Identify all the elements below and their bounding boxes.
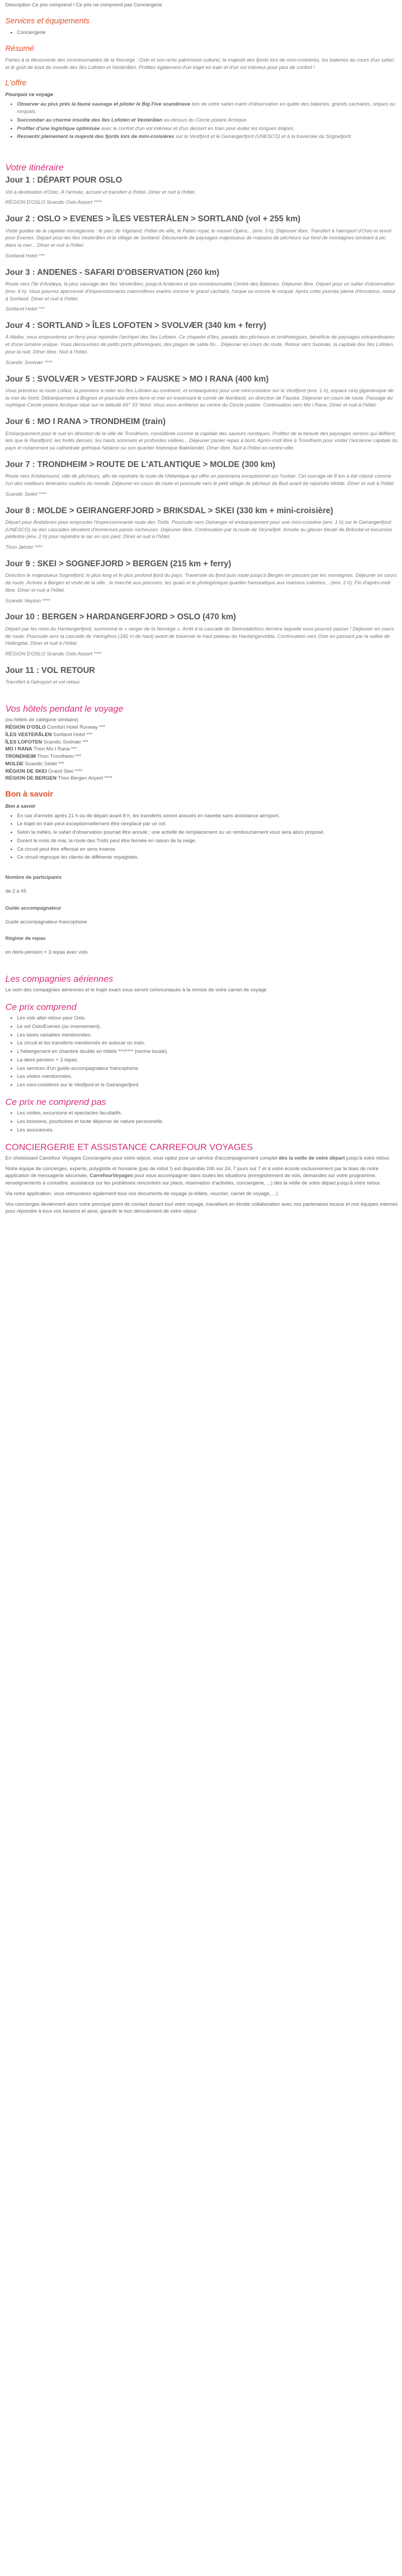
hotel-line: RÉGION DE BERGEN Thon Bergen Airport **** xyxy=(5,775,112,782)
savoir-section xyxy=(5,790,398,956)
list-item: • Durant le mois de mai, la route des Trolls peut être fermée en raison de la neige. xyxy=(17,837,398,845)
hotel-line: RÉGION DE SKEI Grand Skei **** xyxy=(5,768,83,774)
day-body xyxy=(5,281,398,313)
day-body xyxy=(5,387,398,409)
day-title: Jour 7 : TRONDHEIM > ROUTE DE L'ATLANTIQUE > MOLDE (300 km) xyxy=(5,460,275,469)
day-paragraph: RÉGION D'OSLO Scandic Oslo Airport **** xyxy=(5,200,102,206)
hotels-subtitle: (ou hôtels de catégorie similaire) xyxy=(5,717,78,723)
itinerary-day xyxy=(5,214,398,260)
airlines-text: Le nom des compagnies aériennes et le trajet exact vous seront communiqués à la remise de votre carnet de voyage xyxy=(5,987,267,993)
hotels-list xyxy=(5,724,398,782)
services-list xyxy=(5,29,398,37)
includes-list xyxy=(5,1015,398,1089)
day-paragraph: Thon Jølster **** xyxy=(5,544,43,551)
services-section xyxy=(5,16,398,37)
concierge-section xyxy=(5,1142,398,1216)
day-title: Jour 1 : DÉPART POUR OSLO xyxy=(5,176,123,185)
day-paragraph: Départ pour Åndalsnes pour emprunter l'impressionnante route des Trolls. Poursuite vers Geiranger et embarquement pour une mini-croisière (env. 1 h) sur le Geirangerfjord (UNESCO) où des cascades dévalent d'immenses parois rocheuses. Déjeuner libre. Continuation par la route de Strynefjell. Arrivée au glacier bleuté de Briksdal et excursion pédestre (env. 2 h) pour rejoindre le lac en son pied. Dîner et nuit à l'hôtel. xyxy=(5,519,392,540)
includes-section xyxy=(5,1001,398,1089)
services-title: Services et équipements xyxy=(5,16,90,25)
list-item: • La demi-pension + 3 repas. xyxy=(17,1057,398,1064)
list-item: • Succomber au charme insolite des îles Lofoten et Vesterålen au-dessus du Cercle polaire Arctique. xyxy=(17,117,398,124)
day-paragraph: Scandic Seilet **** xyxy=(5,491,47,497)
itinerary-title: Votre itinéraire xyxy=(5,162,64,173)
list-item: • Les visites mentionnées. xyxy=(17,1073,398,1080)
list-item: • Le circuit et les transferts mentionnés en autocar ou train. xyxy=(17,1040,398,1047)
day-paragraph: Scandic Svolvær **** xyxy=(5,359,53,366)
savoir-subtitle: Bon à savoir xyxy=(5,803,36,809)
day-paragraph: Route vers Kristiansund, ville de pêcheurs, afin de rejoindre la route de l'Atlantique qui offre un panorama exceptionnel sur l'océan. Cet ouvrage de 8 km a été classé comme l'un des meilleurs itinéraires routiers du monde. Déjeuner en cours de route et poursuite vers le petit village de pêcheur de Bud avant de rejoindre Molde. Dîner et nuit à l'hôtel. xyxy=(5,473,395,487)
guide-value: Guide accompagnateur francophone xyxy=(5,919,88,925)
list-item: • Conciergerie xyxy=(17,29,398,37)
day-title: Jour 5 : SVOLVÆR > VESTFJORD > FAUSKE > MO I RANA (400 km) xyxy=(5,374,269,384)
day-title: Jour 9 : SKEI > SOGNEFJORD > BERGEN (215 km + ferry) xyxy=(5,559,231,568)
day-paragraph: Transfert à l'aéroport et vol retour. xyxy=(5,679,81,686)
hotel-line: RÉGION D'OSLO Comfort Hotel Runway *** xyxy=(5,724,106,730)
day-title: Jour 2 : OSLO > EVENES > ÎLES VESTERÅLEN > SORTLAND (vol + 255 km) xyxy=(5,214,301,224)
day-paragraph: Vol à destination d'Oslo. À l'arrivée, accueil et transfert à l'hôtel. Dîner et nuit à l'hôtel. xyxy=(5,189,196,195)
breadcrumb: Description Ce prix comprend / Ce prix ne comprend pas Conciergerie xyxy=(5,2,162,8)
concierge-p4: Vos concierges deviennent alors votre principal point de contact durant tout votre voyage, travaillant en étroite collaboration avec nos partenaires locaux et nos équipes internes pour répondre à tous vos besoins et ainsi, garantir le bon déroulement de votre séjour. xyxy=(5,1201,398,1215)
day-body xyxy=(5,519,398,551)
day-body xyxy=(5,430,398,452)
offre-subtitle: Pourquoi ce voyage xyxy=(5,92,54,98)
hotel-line: ÎLES VESTERÅLEN Sortland Hotel *** xyxy=(5,731,93,738)
list-item: • Ce circuit regroupe les clients de différents voyagistes. xyxy=(17,854,398,861)
day-title: Jour 10 : BERGEN > HARDANGERFJORD > OSLO (470 km) xyxy=(5,612,236,622)
concierge-title: CONCIERGERIE ET ASSISTANCE CARREFOUR VOYAGES xyxy=(5,1142,253,1152)
hotels-section xyxy=(5,703,398,782)
hotel-line: MO I RANA Thon Mo I Rana *** xyxy=(5,746,77,753)
regime-label: Régime de repas xyxy=(5,936,46,942)
day-body xyxy=(5,572,398,604)
list-item: • Les boissons, pourboires et toute dépense de nature personnelle. xyxy=(17,1118,398,1126)
page xyxy=(0,0,402,1233)
itinerary-day xyxy=(5,612,398,658)
list-item: • Profiter d'une logistique optimisée avec le confort d'un vol intérieur et d'un dessert en train pour éviter les longues étapes. xyxy=(17,125,398,133)
itinerary-day xyxy=(5,374,398,410)
itinerary-day xyxy=(5,506,398,551)
participants-label: Nombre de participants xyxy=(5,875,62,881)
day-body xyxy=(5,626,398,658)
list-item: • Le trajet en train peut exceptionnellement être remplacé par un vol. xyxy=(17,820,398,828)
day-title: Jour 3 : ANDENES - SAFARI D'OBSERVATION (260 km) xyxy=(5,267,220,277)
list-item: • Observer au plus près la faune sauvage et piloter le Big Five scandinave lors de votre safari marin d'observation en quête des baleines, grands cachalots, orques ou rorquals. xyxy=(17,101,398,116)
airlines-title: Les compagnies aériennes xyxy=(5,973,113,984)
itinerary-section xyxy=(5,162,398,686)
itinerary-day xyxy=(5,321,398,366)
day-body xyxy=(5,228,398,260)
day-body xyxy=(5,189,398,207)
excludes-section xyxy=(5,1096,398,1134)
concierge-p1: En choisissant Carrefour Voyages Conciergerie pour votre séjour, vous optez pour un service d'accompagnement complet dès la veille de votre départ jusqu'à votre retour. xyxy=(5,1155,391,1161)
itinerary-day xyxy=(5,417,398,452)
hotels-title: Vos hôtels pendant le voyage xyxy=(5,703,124,714)
itinerary-days xyxy=(5,175,398,686)
concierge-p2: Notre équipe de concierges, experte, polyglotte et humaine (pas de robot !) est disponible 24h sur 24, 7 jours sur 7 et à votre écoute exclusivement par le biais de notre application de messagerie sécurisée, CarrefourVoyages pour vous accompagner dans toutes les situations (enregistrement de vols, demandes sur votre programme, renseignements à connaître, assistance sur les problèmes rencontrés sur place, réservation d'activités, conciergerie, ...) dès la veille de votre départ jusqu'à votre retour. xyxy=(5,1165,381,1187)
day-paragraph: RÉGION D'OSLO Scandic Oslo Airport **** xyxy=(5,651,102,658)
excludes-title: Ce prix ne comprend pas xyxy=(5,1096,106,1107)
airlines-section xyxy=(5,973,398,994)
guide-label: Guide accompagnateur xyxy=(5,905,62,911)
list-item: • Les mini-croisières sur le Vestfjord et le Geirangerfjord. xyxy=(17,1082,398,1089)
itinerary-day xyxy=(5,175,398,206)
day-title: Jour 4 : SORTLAND > ÎLES LOFOTEN > SVOLVÆR (340 km + ferry) xyxy=(5,321,266,331)
day-title: Jour 11 : VOL RETOUR xyxy=(5,665,95,675)
day-paragraph: Visite guidée de la capitale norvégienne : le parc de Vigeland, l'hôtel de ville, le Palais royal, le nouvel Opéra... (env. 3 h). Déjeuner libre. Transfert à l'aéroport d'Oslo et envol pour Evenes. Départ pour les îles Vesterålen et le village de Sortland. Découverte de paysages majestueux de maisons de pêcheurs sur fond de montagnes tombant à pic dans la mer... Dîner et nuit à l'hôtel. xyxy=(5,228,391,249)
offre-list xyxy=(5,101,398,141)
list-item: • Les vols aller-retour pour Oslo. xyxy=(17,1015,398,1022)
itinerary-day xyxy=(5,559,398,604)
list-item: • Ce circuit peut être effectué en sens inverse. xyxy=(17,846,398,853)
day-paragraph: À Melbu, vous emprunterez un ferry pour rejoindre l'archipel des îles Lofoten. Ce chapelet d'îles, paradis des pêcheurs et ornithologues, bénéficie de paysages extraordinaires et d'une lumière unique. Vous découvrirez de petits ports pittoresques, des plages de sable fin... Déjeuner en cours de route. Retour vers Svolvær, la capitale des îles Lofoten, pour la nuit. Dîner libre. Nuit à l'hôtel. xyxy=(5,334,395,355)
list-item: • Ressentir pleinement la majesté des fjords lors de mini-croisières sur le Vestfjord et le Geirangerfjord (UNESCO) et à la traversée du Sognefjord. xyxy=(17,133,398,141)
day-body xyxy=(5,679,398,686)
resume-section xyxy=(5,44,398,72)
day-paragraph: Scandic Neptun **** xyxy=(5,598,50,604)
day-paragraph: Embarquement pour le sud en direction de la ville de Trondheim, considérée comme la capitale des saveurs nordiques. Profitez de la beauté des paysages sereins qui défilent, tels que le Randfjord, les forêts denses, les hauts sommets et profondes vallées... Déjeuner panier repas à bord. Après-midi libre à Trondheim pour visiter l'ancienne capitale du pays et notamment sa cathédrale gothique Nidaros ou son quartier historique Bakklandet. Dîner libre. Nuit à l'hôtel en centre-ville. xyxy=(5,430,398,452)
day-paragraph: Direction le majestueux Sognefjord, le plus long et le plus profond fjord du pays. Traversée du fjord puis route jusqu'à Bergen en passant par les montagnes. Déjeuner en cours de route. Arrivée à Bergen et visite de la ville : le marché aux poissons, les quais et le photogénique quartier hanséatique aux maisons colorées... (env. 2 h). Fin d'après-midi libre. Dîner et nuit à l'hôtel. xyxy=(5,573,397,593)
hotel-line: TRONDHEIM Thon Trondheim *** xyxy=(5,754,81,760)
list-item: • Les taxes variables mentionnées. xyxy=(17,1032,398,1039)
day-paragraph: Sortland Hotel *** xyxy=(5,306,45,313)
savoir-list xyxy=(5,812,398,862)
hotel-line: ÎLES LOFOTEN Scandic Svolvær *** xyxy=(5,739,89,745)
concierge-p3: Via notre application, vous retrouverez également tous vos documents de voyage (e-billets, voucher, carnet de voyage, ...) xyxy=(5,1190,278,1197)
day-paragraph: Vous prendrez la route Lofast, la première à relier les îles Lofoten au continent, et embarquerez pour une mini-croisière sur le Vestfjord (env. 1 h), espace cinq gigantesque de la mer du Nord. Débarquement à Bognes et poursuite entre terre et mer en traversant le comté de Nordland, en direction de Fauske. Déjeuner en cours de route. Passage du mythique Cercle polaire Arctique situé sur la latitude 66° 33' Nord. Vous vous arrêterez au centre du Cercle polaire. Continuation vers Mo i Rana. Dîner et nuit à l'hôtel. xyxy=(5,387,394,409)
itinerary-day xyxy=(5,665,398,686)
itinerary-day xyxy=(5,460,398,498)
offre-section xyxy=(5,79,398,141)
excludes-list xyxy=(5,1110,398,1134)
list-item: • Le vol Oslo/Evenes (ou inversement). xyxy=(17,1023,398,1031)
list-item: • Selon la météo, le safari d'observation pourrait être annulé ; une activité de remplacement ou un remboursement vous sera alors proposé. xyxy=(17,829,398,836)
day-body xyxy=(5,334,398,366)
list-item: • En cas d'arrivée après 21 h ou de départ avant 8 h, les transferts seront assurés en navette sans assistance aéroport. xyxy=(17,812,398,820)
resume-title: Résumé xyxy=(5,44,34,53)
list-item: • Les services d'un guide-accompagnateur francophone. xyxy=(17,1065,398,1073)
offre-title: L'offre xyxy=(5,79,27,88)
itinerary-day xyxy=(5,267,398,313)
day-body xyxy=(5,473,398,498)
participants-value: de 2 à 45 xyxy=(5,888,27,894)
day-title: Jour 8 : MOLDE > GEIRANGERFJORD > BRIKSDAL > SKEI (330 km + mini-croisière) xyxy=(5,506,334,515)
regime-value: en demi-pension + 3 repas avec vols xyxy=(5,949,88,956)
savoir-title: Bon à savoir xyxy=(5,790,54,799)
day-title: Jour 6 : MO I RANA > TRONDHEIM (train) xyxy=(5,417,166,427)
includes-title: Ce prix comprend xyxy=(5,1001,77,1012)
list-item: • Les visites, excursions et spectacles facultatifs. xyxy=(17,1110,398,1117)
resume-text: Partez à la découverte des incontournables de la Norvège : Oslo et son riche patrimoine culturel, la majesté des fjords lors de mini-croisières, les baleines au cours d'un safari, et le goût de bout du monde des îles Lofoten et Vesterålen. Profitez également d'un trajet en train et d'un vol intérieur pour plus de confort ! xyxy=(5,57,395,71)
day-paragraph: Route vers l'île d'Andøya, la plus sauvage des îles Vesterålen, jusqu'à Andenes et son incontournable Centre des Baleines. Déjeuner libre. Départ pour un safari d'observation (env. 4 h). Vous pourrez apercevoir d'impressionnants mammifères marins comme le grand cachalot, l'orque ou encore le rorqual. Après cette journée pleine d'émotions, retour à Sortland. Dîner et nuit à l'hôtel. xyxy=(5,281,396,302)
hotel-line: MOLDE Scandic Seilet *** xyxy=(5,760,64,767)
list-item: • L'hébergement en chambre double en hôtels ***/**** (norme locale). xyxy=(17,1048,398,1056)
list-item: • Les assurances. xyxy=(17,1127,398,1134)
day-paragraph: Sortland Hotel *** xyxy=(5,253,45,259)
day-paragraph: Départ par les rives du Hardangerfjord, surnommé le « verger de la Norvège ». Arrêt à la cascade de Steinsdalsfoss derrière laquelle vous pourrez passer ! Déjeuner en cours de route. Poursuite vers la cascade de Vøringfoss (182 m de haut) avant de traverser le haut plateau du Hardangervidda. Continuation vers Oslo en passant par la vallée de Hallingdal. Dîner et nuit à l'hôtel. xyxy=(5,626,394,647)
